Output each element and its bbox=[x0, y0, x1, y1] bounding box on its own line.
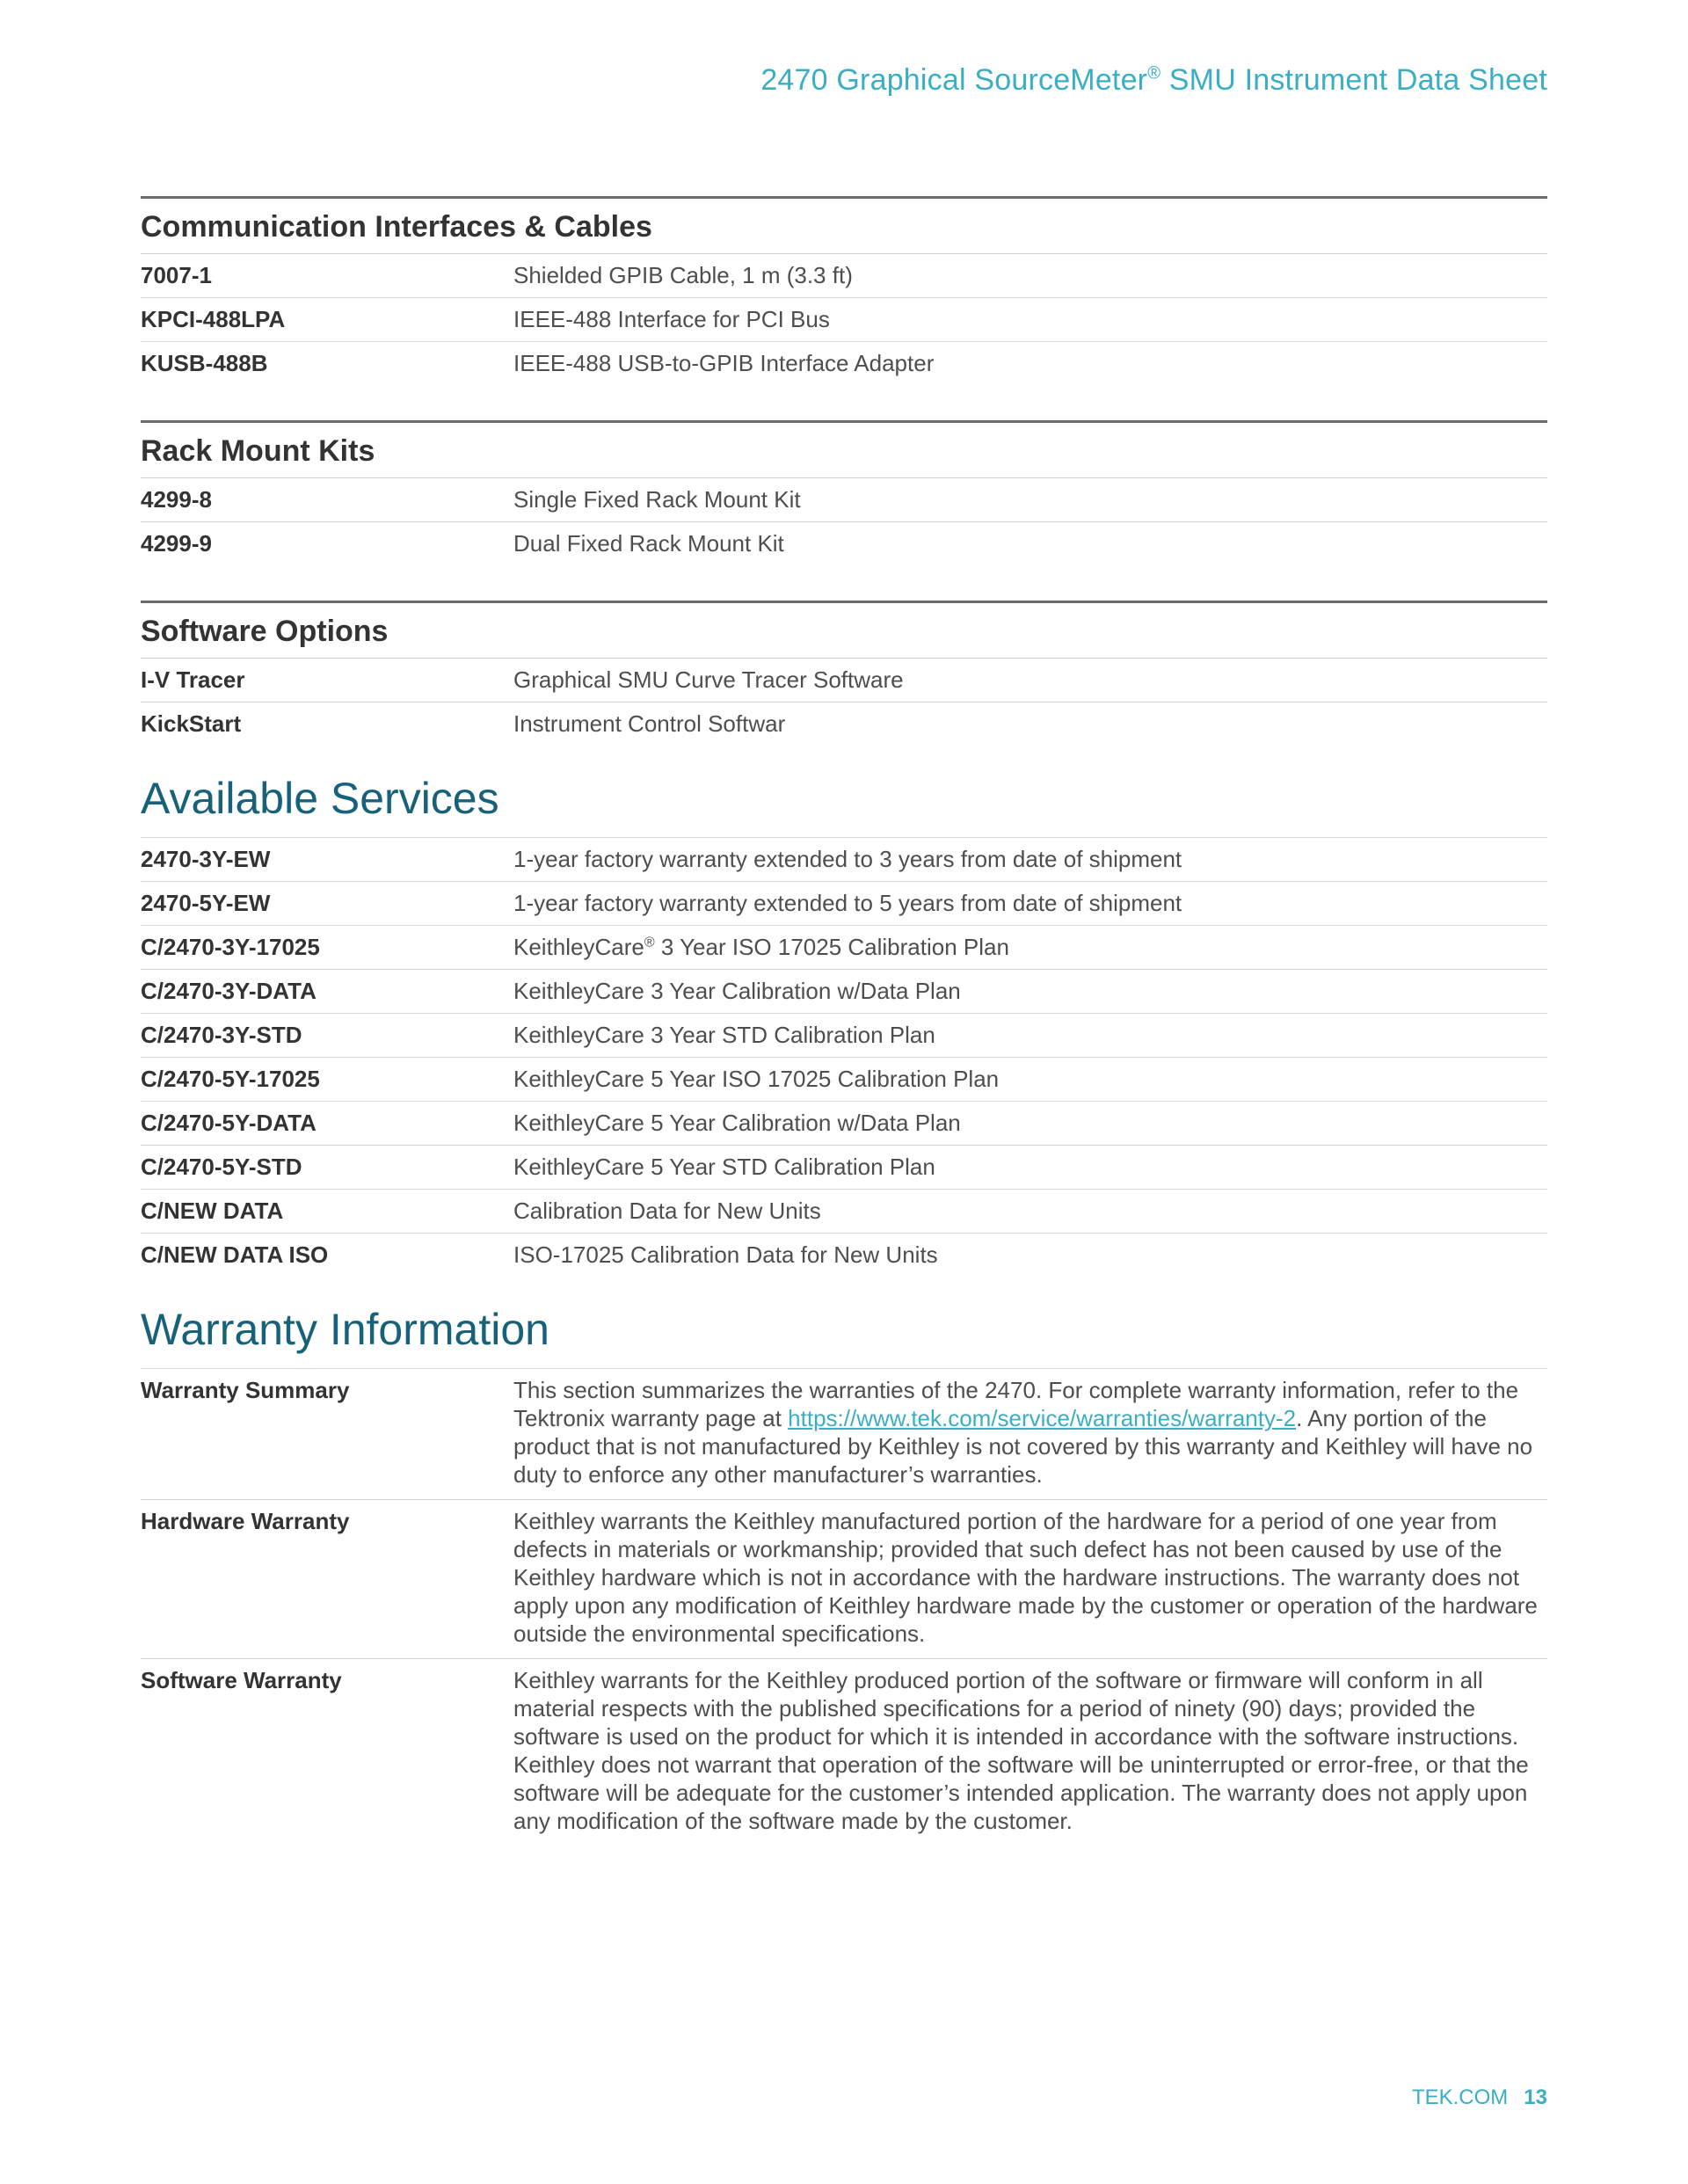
table-row bbox=[141, 926, 1547, 970]
table-row bbox=[141, 1102, 1547, 1146]
service-description: 1-year factory warranty extended to 5 years from date of shipment bbox=[513, 890, 1182, 916]
table-row bbox=[141, 1500, 1547, 1659]
warranty-label: Hardware Warranty bbox=[141, 1508, 350, 1534]
service-code: 2470-3Y-EW bbox=[141, 846, 271, 872]
model-description: IEEE-488 USB-to-GPIB Interface Adapter bbox=[513, 350, 935, 376]
service-code: C/2470-3Y-DATA bbox=[141, 978, 316, 1004]
model-description: Single Fixed Rack Mount Kit bbox=[513, 486, 801, 513]
table-row bbox=[141, 703, 1547, 746]
services-table bbox=[141, 838, 1547, 1277]
table-row bbox=[141, 659, 1547, 703]
page-header bbox=[760, 63, 1547, 98]
software-section bbox=[141, 601, 1547, 746]
model-number: 4299-9 bbox=[141, 530, 212, 557]
table-row bbox=[141, 1369, 1547, 1500]
section-title: Rack Mount Kits bbox=[141, 423, 1547, 478]
service-description: KeithleyCare 3 Year STD Calibration Plan bbox=[513, 1022, 935, 1048]
service-text-pre: KeithleyCare bbox=[513, 934, 644, 960]
model-description: Graphical SMU Curve Tracer Software bbox=[513, 666, 904, 693]
service-description: ISO-17025 Calibration Data for New Units bbox=[513, 1241, 938, 1268]
model-number: KPCI-488LPA bbox=[141, 306, 286, 332]
table-row bbox=[141, 1234, 1547, 1277]
warranty-label: Software Warranty bbox=[141, 1667, 342, 1693]
page-footer bbox=[1412, 2086, 1547, 2110]
model-description: Shielded GPIB Cable, 1 m (3.3 ft) bbox=[513, 262, 853, 288]
table-row bbox=[141, 1659, 1547, 1845]
table-row bbox=[141, 1058, 1547, 1102]
warranty-summary-post: . Any portion of the product that is not manufactured by Keithley is not covered by this warranty and Keithley will have no duty to enforce any other manufacturer’s warranties. bbox=[513, 1405, 1533, 1488]
model-number: I-V Tracer bbox=[141, 666, 245, 693]
model-number: KUSB-488B bbox=[141, 350, 268, 376]
warranty-text: Keithley warrants the Keithley manufactured portion of the hardware for a period of one year from defects in materials or workmanship; provided that such defect has not been caused by use of the Keithley hardware which is not in accordance with the hardware instructions. The warranty does not apply upon any modification of Keithley hardware made by the customer or operation of the hardware outside the environmental specifications. bbox=[513, 1508, 1538, 1647]
section-title: Communication Interfaces & Cables bbox=[141, 199, 1547, 254]
warranty-text: Keithley warrants for the Keithley produced portion of the software or firmware will conform in all material respects with the published specifications for a period of ninety (90) days; provided the software is used on the product for which it is intended in accordance with the software instructions. Keithley does not warrant that operation of the software will be uninterrupted or error-free, or that the software will be adequate for the customer’s intended application. The warranty does not apply upon any modification of the software made by the customer. bbox=[513, 1667, 1529, 1834]
service-code: 2470-5Y-EW bbox=[141, 890, 271, 916]
service-code: C/NEW DATA bbox=[141, 1198, 284, 1224]
service-code: C/2470-3Y-17025 bbox=[141, 934, 320, 960]
warranty-heading: Warranty Information bbox=[141, 1303, 1547, 1369]
communication-section bbox=[141, 196, 1547, 385]
service-code: C/2470-5Y-17025 bbox=[141, 1066, 320, 1092]
warranty-link[interactable]: https://www.tek.com/service/warranties/warranty-2 bbox=[788, 1405, 1297, 1431]
registered-mark: ® bbox=[1147, 63, 1161, 84]
service-description: KeithleyCare 3 Year Calibration w/Data Plan bbox=[513, 978, 961, 1004]
table-row bbox=[141, 1014, 1547, 1058]
page-number: 13 bbox=[1524, 2086, 1547, 2109]
header-title-pre: 2470 Graphical SourceMeter bbox=[760, 63, 1148, 97]
services-heading: Available Services bbox=[141, 772, 1547, 838]
service-code: C/2470-5Y-DATA bbox=[141, 1110, 316, 1136]
model-number: 7007-1 bbox=[141, 262, 212, 288]
table-row bbox=[141, 882, 1547, 926]
table-row bbox=[141, 342, 1547, 385]
page-content bbox=[141, 196, 1547, 1845]
service-code: C/2470-3Y-STD bbox=[141, 1022, 302, 1048]
service-description: KeithleyCare 5 Year Calibration w/Data Plan bbox=[513, 1110, 961, 1136]
section-title: Software Options bbox=[141, 603, 1547, 659]
model-description: Dual Fixed Rack Mount Kit bbox=[513, 530, 784, 557]
warranty-table bbox=[141, 1369, 1547, 1845]
table-row bbox=[141, 970, 1547, 1014]
table-row bbox=[141, 298, 1547, 342]
service-description bbox=[513, 934, 1547, 961]
service-description: Calibration Data for New Units bbox=[513, 1198, 821, 1224]
model-description: Instrument Control Softwar bbox=[513, 710, 786, 737]
table-row bbox=[141, 522, 1547, 565]
table-row bbox=[141, 254, 1547, 298]
service-code: C/NEW DATA ISO bbox=[141, 1241, 329, 1268]
warranty-summary-pre: This section summarizes the warranties of the 2470. For complete warranty information, refer to the Tektronix warranty page at bbox=[513, 1377, 1519, 1431]
service-text-post: 3 Year ISO 17025 Calibration Plan bbox=[654, 934, 1009, 960]
model-description: IEEE-488 Interface for PCI Bus bbox=[513, 306, 830, 332]
warranty-text bbox=[513, 1376, 1547, 1489]
table-row bbox=[141, 1190, 1547, 1234]
model-number: KickStart bbox=[141, 710, 242, 737]
service-description: KeithleyCare 5 Year ISO 17025 Calibration Plan bbox=[513, 1066, 1000, 1092]
service-code: C/2470-5Y-STD bbox=[141, 1154, 302, 1180]
table-row bbox=[141, 838, 1547, 882]
footer-site[interactable]: TEK.COM bbox=[1411, 2086, 1509, 2109]
table-row bbox=[141, 478, 1547, 522]
warranty-label: Warranty Summary bbox=[141, 1377, 350, 1403]
service-description: 1-year factory warranty extended to 3 years from date of shipment bbox=[513, 846, 1182, 872]
service-description: KeithleyCare 5 Year STD Calibration Plan bbox=[513, 1154, 935, 1180]
header-title-post: SMU Instrument Data Sheet bbox=[1160, 63, 1547, 97]
registered-mark: ® bbox=[644, 935, 655, 950]
rack-section bbox=[141, 420, 1547, 565]
model-number: 4299-8 bbox=[141, 486, 212, 513]
table-row bbox=[141, 1146, 1547, 1190]
